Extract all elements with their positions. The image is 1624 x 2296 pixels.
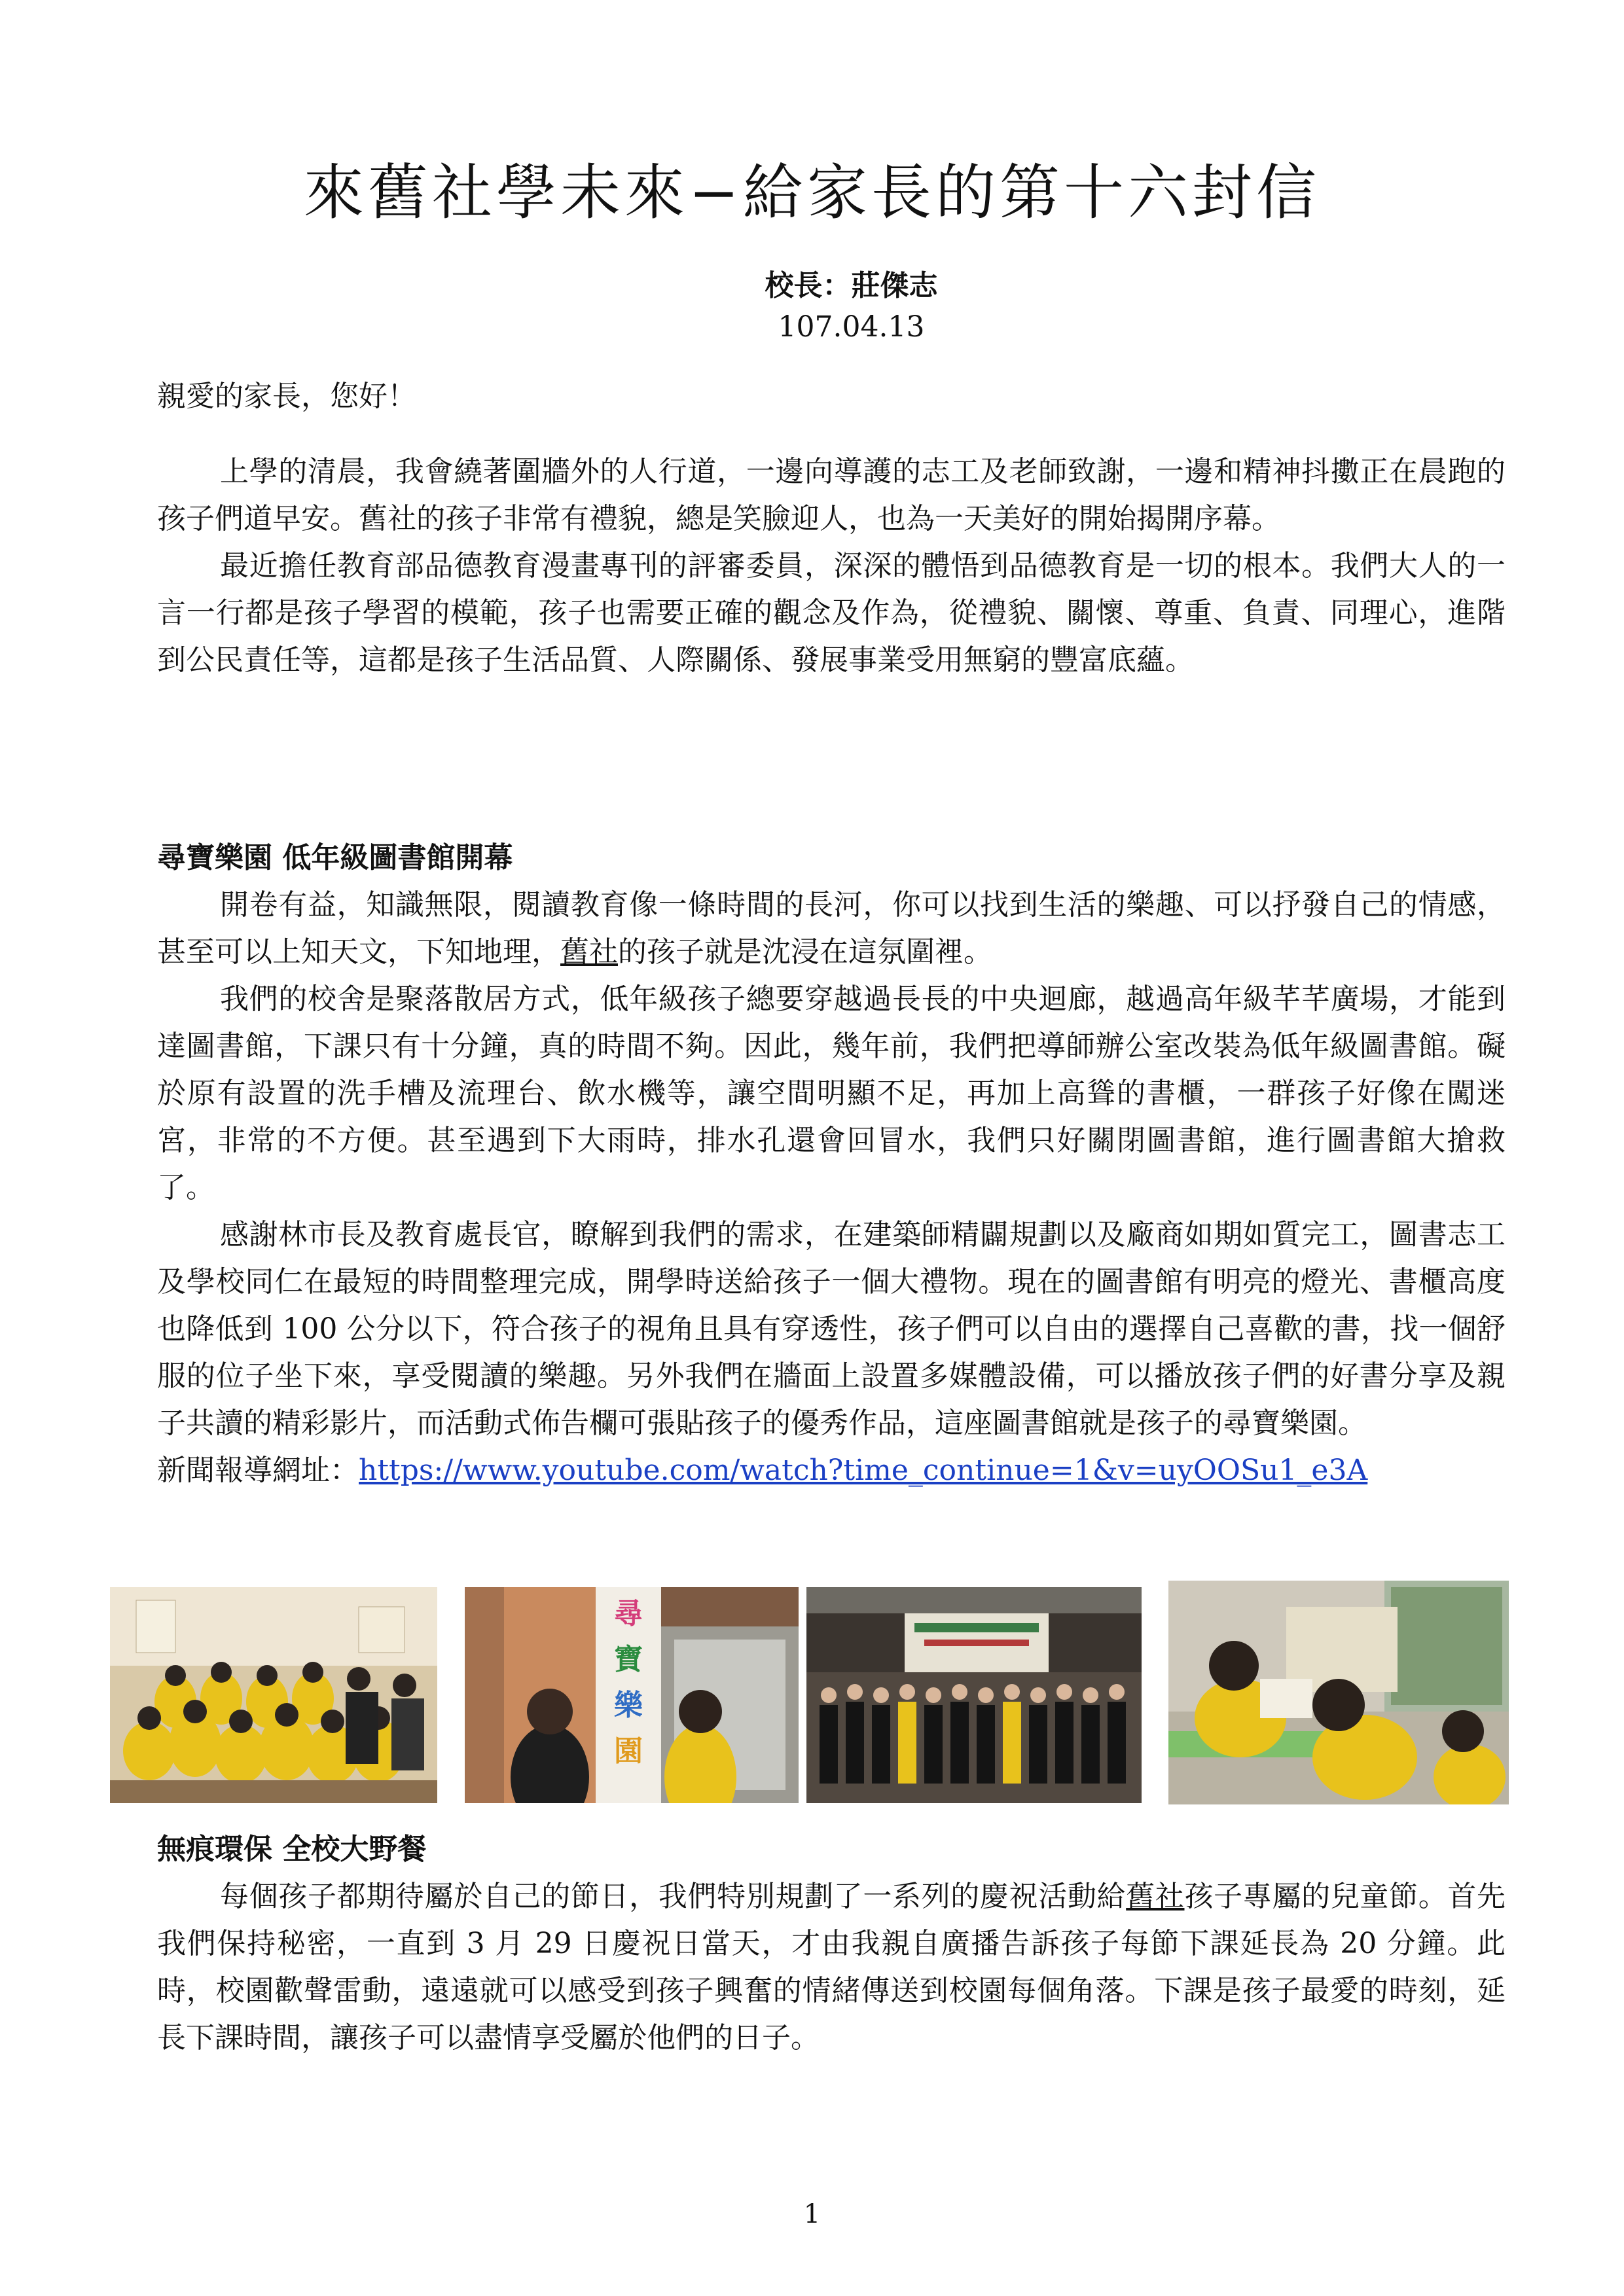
photo-children-reading (1168, 1581, 1509, 1804)
picnic-section (157, 1826, 1506, 2062)
sign-char-3: 樂 (614, 1689, 643, 1722)
greeting: 親愛的家長，您好！ (157, 380, 416, 413)
sign-char-4: 園 (614, 1734, 643, 1768)
picnic-paragraph-1 (157, 1873, 1506, 2062)
page-number: 1 (803, 2199, 821, 2229)
news-link[interactable]: https://www.youtube.com/watch?time_continue=1&v=uyOOSu1_e3A (359, 1454, 1368, 1487)
intro-paragraph-1: 上學的清晨，我會繞著圍牆外的人行道，一邊向導護的志工及老師致謝，一邊和精神抖擻正在晨跑的孩子們道早安。舊社的孩子非常有禮貌，總是笑臉迎人，也為一天美好的開始揭開序幕。 (157, 455, 1506, 535)
news-label: 新聞報導網址： (157, 1454, 359, 1487)
news-line (157, 1447, 1506, 1494)
photo-library-sign-graphic (465, 1587, 799, 1803)
text-run: 每個孩子都期待屬於自己的節日，我們特別規劃了一系列的慶祝活動給 (220, 1880, 1127, 1913)
library-paragraph-2: 我們的校舍是聚落散居方式，低年級孩子總要穿越過長長的中央迴廊，越過高年級芊芊廣場，才能到達圖書館，下課只有十分鐘，真的時間不夠。因此，幾年前，我們把導師辦公室改裝為低年級圖書館。礙於原有設置的洗手槽及流理台、飲水機等，讓空間明顯不足，再加上高聳的書櫃，一群孩子好像在闖迷宮，非常的不方便。甚至遇到下大雨時，排水孔還會回冒水，我們只好關閉圖書館，進行圖書館大搶救了。 (157, 982, 1506, 1204)
library-section (157, 834, 1506, 1494)
text-run: 開卷有益，知識無限，閱讀教育像一條時間的長河，你可以找到生活的樂趣、可以抒發自己的情感，甚至可以上知天文，下知地理， (157, 888, 1506, 969)
intro-paragraph-2: 最近擔任教育部品德教育漫畫專刊的評審委員，深深的體悟到品德教育是一切的根本。我們大人的一言一行都是孩子學習的模範，孩子也需要正確的觀念及作為，從禮貌、關懷、尊重、負責、同理心，進階到公民責任等，這都是孩子生活品質、人際關係、發展事業受用無窮的豐富底蘊。 (157, 549, 1506, 677)
section-heading-library: 尋寶樂園 低年級圖書館開幕 (157, 841, 513, 874)
sign-char-1: 尋 (614, 1597, 643, 1630)
photo-group-children-graphic (110, 1587, 437, 1803)
library-paragraph-3: 感謝林市長及教育處長官，瞭解到我們的需求，在建築師精闢規劃以及廠商如期如質完工，圖書志工及學校同仁在最短的時間整理完成，開學時送給孩子一個大禮物。現在的圖書館有明亮的燈光、書櫃高度也降低到 100 公分以下，符合孩子的視角且具有穿透性，孩子們可以自由的選擇自己喜歡的書，找一個舒服的位子坐下來，享受閱讀的樂趣。另外我們在牆面上設置多媒體設備，可以播放孩子們的好書分享及親子共讀的精彩影片，而活動式佈告欄可張貼孩子的優秀作品，這座圖書館就是孩子的尋寶樂園。 (157, 1218, 1506, 1440)
underlined-school-name: 舊社 (560, 935, 618, 969)
photo-children-reading-graphic (1168, 1581, 1509, 1804)
letter-title: 來舊社學未來−給家長的第十六封信 (303, 158, 1321, 228)
photo-library-sign (465, 1587, 799, 1803)
library-paragraph-1 (157, 882, 1506, 976)
text-run: 孩子專屬的兒童節。首先我們保持秘密，一直到 3 月 29 日慶祝日當天，才由我親自廣播告訴孩子每節下課延長為 20 分鐘。此時，校園歡聲雷動，遠遠就可以感受到孩子興奮的情緒傳送到校園每個角落。下課是孩子最愛的時刻，延長下課時間，讓孩子可以盡情享受屬於他們的日子。 (157, 1880, 1506, 2054)
photo-group-children (110, 1587, 437, 1803)
underlined-school-name: 舊社 (1126, 1880, 1185, 1913)
principal-name: 校長：莊傑志 (765, 269, 938, 302)
section-heading-picnic: 無痕環保 全校大野餐 (157, 1833, 427, 1866)
photo-ceremony-group (806, 1587, 1142, 1803)
intro-section (157, 448, 1506, 684)
letter-date: 107.04.13 (778, 310, 925, 344)
sign-char-2: 寶 (614, 1643, 643, 1676)
photo-ceremony-group-graphic (806, 1587, 1142, 1803)
text-run: 的孩子就是沈浸在這氛圍裡。 (618, 935, 992, 969)
